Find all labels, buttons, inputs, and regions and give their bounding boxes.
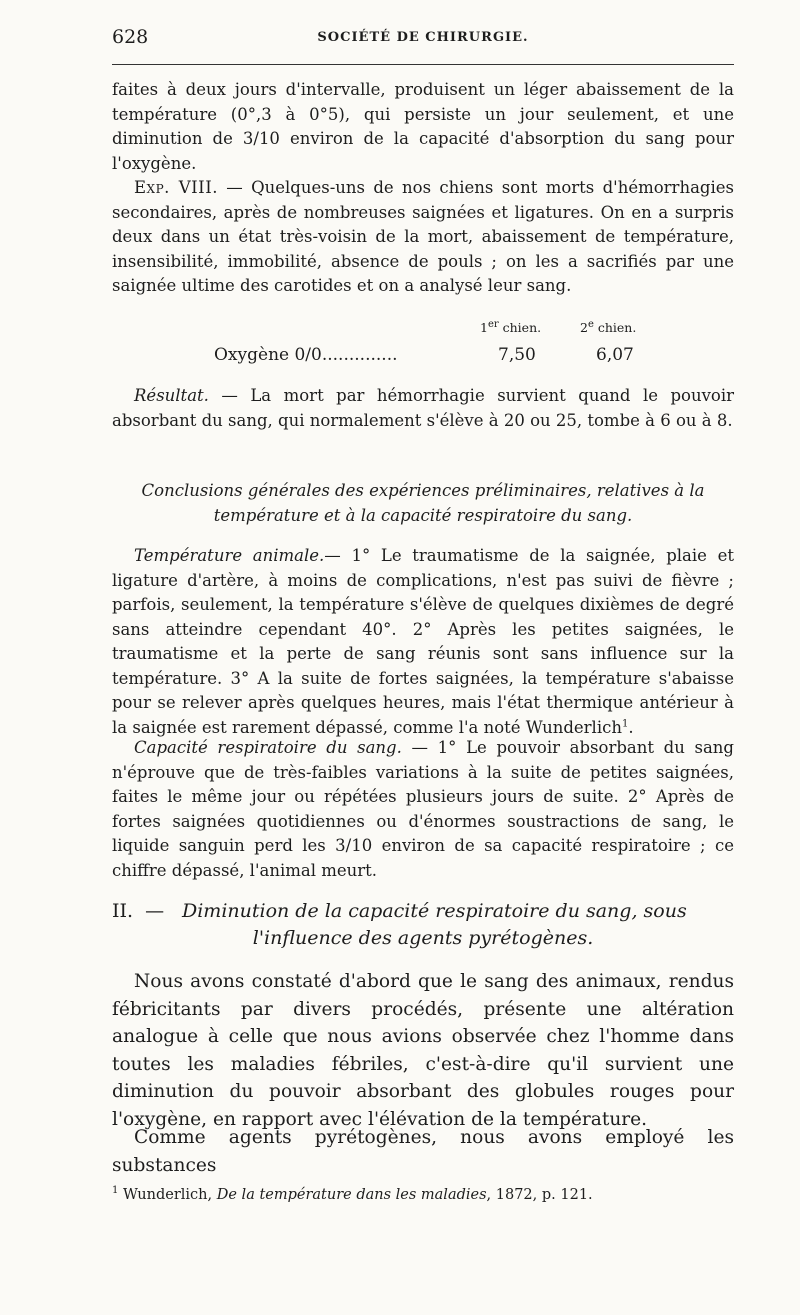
section-num-text: II. [112, 900, 134, 922]
conclusions-line-1: Conclusions générales des expériences préliminaires, relatives à la [141, 481, 705, 500]
col1-sup: er [487, 318, 499, 330]
capacite-label: Capacité respiratoire du sang. [134, 738, 402, 757]
section-dash: — [145, 900, 165, 922]
capacite-text: — 1° Le pouvoir absorbant du sang n'éprouve que de très-faibles variations à la suite de petites saignées, faites le même jour ou répétées plusieurs jours de suite. 2° Après de fortes saignées quotidiennes ou d'énormes soustractions de sang, le liquide sanguin perd les 3/10 environ de sa capacité respiratoire ; ce chiffre dépassé, l'animal meurt. [112, 738, 734, 880]
resultat-text: — La mort par hémorrhagie survient quand le pouvoir absorbant du sang, qui normalement s'élève à 20 ou 25, tombe à 6 ou à 8. [112, 386, 734, 430]
section-title-line-2: l'influence des agents pyrétogènes. [252, 927, 594, 949]
section-number [112, 898, 182, 925]
table-col-1-header [480, 320, 541, 335]
col2-word: chien. [593, 320, 637, 335]
paragraph-resultat [112, 384, 734, 433]
table-row-label: Oxygène 0/0.............. [214, 345, 398, 365]
header-rule [112, 64, 734, 65]
exp-viii-label: Exp. VIII. [134, 178, 218, 197]
temperature-end: . [628, 717, 634, 737]
col1-num: 1 [480, 320, 488, 335]
col2-sup: e [587, 318, 594, 330]
paragraph-capacite [112, 736, 734, 883]
col1-word: chien. [498, 320, 542, 335]
footnote-author: Wunderlich, [122, 1187, 217, 1203]
footnote-marker: 1 [112, 1185, 119, 1197]
running-title: SOCIÉTÉ DE CHIRURGIE. [317, 30, 529, 45]
section-heading [112, 898, 734, 952]
conclusions-heading [112, 478, 734, 528]
page-header [112, 26, 734, 56]
paragraph-continuation: faites à deux jours d'intervalle, produisent un léger abaissement de la température (0°,3 à 0°5), qui persiste un jour seulement, et une diminution de 3/10 environ de la capacité d'absorption du sang pour l'oxygène. [112, 80, 734, 173]
section-line-1 [112, 898, 734, 925]
col2-num: 2 [580, 320, 588, 335]
temperature-label: Température animale. [134, 546, 325, 565]
footnote-title: De la température dans les maladies [216, 1187, 487, 1203]
resultat-label: Résultat. [134, 386, 209, 405]
table-row [112, 345, 734, 371]
paragraph-temperature [112, 544, 734, 740]
footnote [112, 1187, 734, 1203]
table-value-1: 7,50 [498, 345, 536, 365]
page-number: 628 [112, 26, 149, 48]
paragraph-nous: Nous avons constaté d'abord que le sang des animaux, rendus fébricitants par divers procédés, présente une altération analogue à celle que nous avions observée chez l'homme dans toutes les maladies fébriles, c'est-à-dire qu'il survient une diminution du pouvoir absorbant des globules rouges pour l'oxygène, en rapport avec l'élévation de la température. [112, 971, 734, 1130]
paragraph-comme: Comme agents pyrétogènes, nous avons employé les substances [112, 1127, 734, 1176]
conclusions-line-2: température et à la capacité respiratoire du sang. [213, 506, 633, 525]
table-col-2-header [580, 320, 636, 335]
temperature-text: — 1° Le traumatisme de la saignée, plaie et ligature d'artère, à moins de complications, n'est pas suivi de fièvre ; parfois, seulement, la température s'élève de quelques dixièmes de degré sans atteindre cependant 40°. 2° Après les petites saignées, le traumatisme et la perte de sang réunis sont sans influence sur la température. 3° A la suite de fortes saignées, la température s'abaisse pour se relever après quelques heures, mais l'état thermique antérieur à la saignée est rarement dépassé, comme l'a noté Wunderlich [112, 546, 734, 737]
section-title-line-1: Diminution de la capacité respiratoire du sang, sous [182, 900, 687, 922]
table-value-2: 6,07 [596, 345, 634, 365]
paragraph-exp-viii [112, 176, 734, 299]
exp-viii-text: — Quelques-uns de nos chiens sont morts d'hémorrhagies secondaires, après de nombreuses saignées et ligatures. On en a surpris deux dans un état très-voisin de la mort, abaissement de température, insensibilité, immobilité, absence de pouls ; on les a sacrifiés par une saignée ultime des carotides et on a analysé leur sang. [112, 178, 734, 295]
table-header [112, 320, 734, 342]
footnote-ref: 1 [621, 718, 629, 729]
footnote-rest: , 1872, p. 121. [486, 1187, 593, 1203]
